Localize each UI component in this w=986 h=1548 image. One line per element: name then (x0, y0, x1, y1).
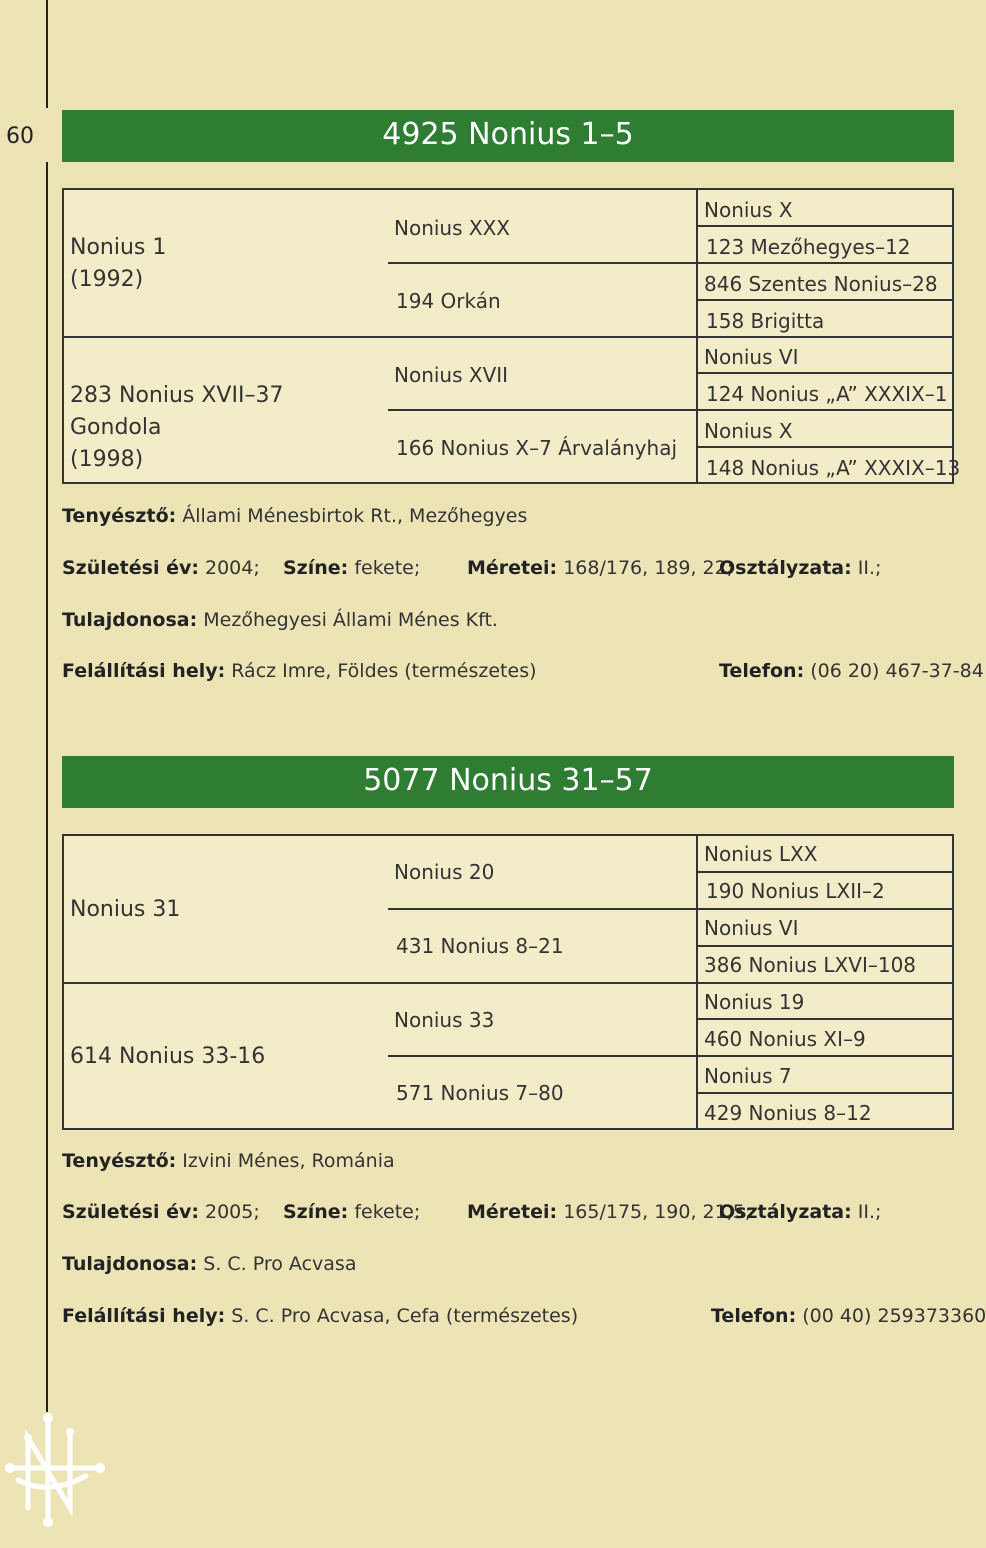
birth-field (62, 557, 260, 579)
owner-line (62, 609, 498, 631)
divider-gen3 (696, 871, 952, 873)
location-value: Rácz Imre, Földes (természetes) (231, 660, 537, 682)
gen2-entry: Nonius 20 (394, 860, 495, 884)
owner-line (62, 1253, 356, 1275)
phone-line (719, 660, 984, 682)
breeder-value: Állami Ménesbirtok Rt., Mezőhegyes (182, 505, 528, 527)
phone-line (711, 1305, 986, 1327)
gen3-entry: Nonius VI (704, 916, 799, 940)
gen3-entry: 124 Nonius „A” XXXIX–1 (706, 382, 948, 406)
gen2-entry: 194 Orkán (396, 289, 501, 313)
dam-cell (70, 1041, 380, 1073)
breeder-label: Tenyésztő: (62, 1150, 177, 1172)
divider-gen3-left (696, 190, 698, 484)
divider-gen3 (696, 225, 952, 227)
divider-gen3 (696, 1055, 952, 1057)
size-value: 168/176, 189, 22; (563, 557, 734, 579)
owner-value: S. C. Pro Acvasa (203, 1253, 357, 1275)
gen3-entry: 846 Szentes Nonius–28 (704, 272, 938, 296)
breeder-line (62, 1150, 395, 1172)
nonius-brand-mark-icon (0, 1410, 110, 1530)
divider-gen1 (64, 336, 952, 338)
phone-label: Telefon: (711, 1305, 797, 1327)
birth-value: 2005; (205, 1201, 260, 1223)
gen2-entry: Nonius XXX (394, 216, 510, 240)
divider-gen3 (696, 446, 952, 448)
size-field (467, 557, 733, 579)
size-label: Méretei: (467, 1201, 558, 1223)
gen3-entry: Nonius X (704, 198, 793, 222)
class-label: Osztályzata: (719, 1201, 852, 1223)
sire-cell (70, 232, 380, 296)
color-field (283, 1201, 420, 1223)
owner-label: Tulajdonosa: (62, 1253, 198, 1275)
gen3-entry: Nonius LXX (704, 842, 818, 866)
owner-label: Tulajdonosa: (62, 609, 198, 631)
horse-title: 5077 Nonius 31–57 (62, 756, 954, 808)
phone-value: (00 40) 259373360 (802, 1305, 986, 1327)
location-label: Felállítási hely: (62, 1305, 226, 1327)
page-number: 60 (6, 124, 34, 149)
breeder-line (62, 505, 527, 527)
class-field (719, 1201, 881, 1223)
sire-year: (1992) (70, 267, 144, 292)
breeder-label: Tenyésztő: (62, 505, 177, 527)
pedigree-table (62, 188, 961, 484)
birth-field (62, 1201, 260, 1223)
divider-gen2-b (388, 409, 698, 411)
sire-name: Nonius 1 (70, 235, 167, 260)
divider-gen2-a (388, 262, 698, 264)
gen3-entry: 148 Nonius „A” XXXIX–13 (706, 456, 961, 480)
birth-label: Születési év: (62, 557, 199, 579)
phone-label: Telefon: (719, 660, 805, 682)
class-label: Osztályzata: (719, 557, 852, 579)
divider-gen2-a (388, 908, 698, 910)
gen2-entry: 571 Nonius 7–80 (396, 1081, 564, 1105)
dam-year: (1998) (70, 447, 144, 472)
color-field (283, 557, 420, 579)
gen3-entry: 123 Mezőhegyes–12 (706, 235, 911, 259)
gen3-entry: Nonius VI (704, 345, 799, 369)
gen3-entry: 158 Brigitta (706, 309, 825, 333)
size-value: 165/175, 190, 21,5; (563, 1201, 752, 1223)
margin-line-top (46, 0, 48, 108)
divider-gen3 (696, 1092, 952, 1094)
location-label: Felállítási hely: (62, 660, 226, 682)
color-label: Színe: (283, 1201, 349, 1223)
gen2-entry: 431 Nonius 8–21 (396, 934, 564, 958)
divider-gen3 (696, 409, 952, 411)
size-label: Méretei: (467, 557, 558, 579)
divider-gen1 (64, 982, 952, 984)
gen2-entry: Nonius 33 (394, 1008, 495, 1032)
gen3-entry: Nonius 7 (704, 1064, 792, 1088)
class-value: II.; (857, 1201, 882, 1223)
location-value: S. C. Pro Acvasa, Cefa (természetes) (231, 1305, 579, 1327)
divider-gen3 (696, 908, 952, 910)
color-label: Színe: (283, 557, 349, 579)
location-line (62, 660, 537, 682)
gen3-entry: 190 Nonius LXII–2 (706, 879, 885, 903)
size-field (467, 1201, 751, 1223)
divider-gen2-b (388, 1055, 698, 1057)
breeder-value: Izvini Ménes, Románia (182, 1150, 395, 1172)
class-value: II.; (857, 557, 882, 579)
gen3-entry: 429 Nonius 8–12 (704, 1101, 872, 1125)
divider-gen3 (696, 1018, 952, 1020)
owner-value: Mezőhegyesi Állami Ménes Kft. (203, 609, 498, 631)
color-value: fekete; (354, 557, 421, 579)
pedigree-table (62, 834, 954, 1130)
margin-line-main (46, 162, 48, 1412)
horse-title: 4925 Nonius 1–5 (62, 110, 954, 162)
gen2-entry: Nonius XVII (394, 363, 509, 387)
color-value: fekete; (354, 1201, 421, 1223)
sire-cell (70, 894, 380, 926)
gen2-entry: 166 Nonius X–7 Árvalányhaj (396, 436, 678, 460)
phone-value: (06 20) 467-37-84 (810, 660, 984, 682)
dam-cell (70, 380, 380, 476)
divider-gen3-left (696, 836, 698, 1130)
sire-name: Nonius 31 (70, 897, 181, 922)
gen3-entry: Nonius 19 (704, 990, 805, 1014)
class-field (719, 557, 881, 579)
birth-label: Születési év: (62, 1201, 199, 1223)
gen3-entry: 460 Nonius XI–9 (704, 1027, 866, 1051)
gen3-entry: Nonius X (704, 419, 793, 443)
divider-gen3 (696, 945, 952, 947)
dam-name: 614 Nonius 33-16 (70, 1044, 266, 1069)
divider-gen3 (696, 262, 952, 264)
gen3-entry: 386 Nonius LXVI–108 (704, 953, 917, 977)
location-line (62, 1305, 578, 1327)
birth-value: 2004; (205, 557, 260, 579)
divider-gen3 (696, 299, 952, 301)
dam-name: 283 Nonius XVII–37 Gondola (70, 383, 284, 440)
divider-gen3 (696, 372, 952, 374)
